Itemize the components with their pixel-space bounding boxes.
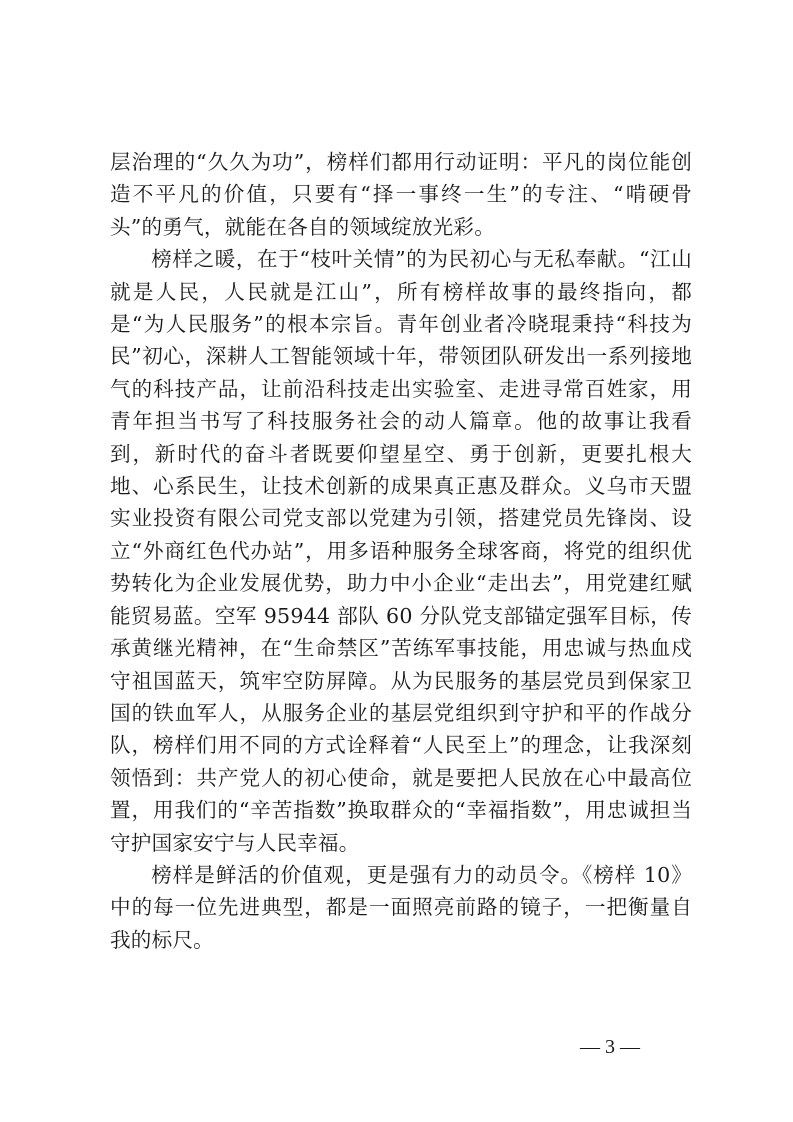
page-number: — 3 — [580,1036,640,1058]
paragraph-values: 榜样是鲜活的价值观，更是强有力的动员令。《榜样 10》中的每一位先进典型，都是一面照亮前路的镜子，一把衡量自我的标尺。 [110,862,692,952]
document-body [110,146,692,956]
paragraph-continuation: 层治理的“久久为功”，榜样们都用行动证明：平凡的岗位能创造不平凡的价值，只要有“择一事终一生”的专注、“啃硬骨头”的勇气，就能在各自的领域绽放光彩。 [110,150,692,239]
paragraph-people-first: 榜样之暖，在于“枝叶关情”的为民初心与无私奉献。“江山就是人民，人民就是江山”，所有榜样故事的最终指向，都是“为人民服务”的根本宗旨。青年创业者冷晓琨秉持“科技为民”初心，深耕人工智能领域十年，带领团队研发出一系列接地气的科技产品，让前沿科技走出实验室、走进寻常百姓家，用青年担当书写了科技服务社会的动人篇章。他的故事让我看到，新时代的奋斗者既要仰望星空、勇于创新，更要扎根大地、心系民生，让技术创新的成果真正惠及群众。义乌市天盟实业投资有限公司党支部以党建为引领，搭建党员先锋岗、设立“外商红色代办站”，用多语种服务全球客商，将党的组织优势转化为企业发展优势，助力中小企业“走出去”，用党建红赋能贸易蓝。空军 95944 部队 60 分队党支部锚定强军目标，传承黄继光精神，在“生命禁区”苦练军事技能，用忠诚与热血戍守祖国蓝天，筑牢空防屏障。从为民服务的基层党员到保家卫国的铁血军人，从服务企业的基层党组织到守护和平的作战分队，榜样们用不同的方式诠释着“人民至上”的理念，让我深刻领悟到：共产党人的初心使命，就是要把人民放在心中最高位置，用我们的“辛苦指数”换取群众的“幸福指数”，用忠诚担当守护国家安宁与人民幸福。 [110,247,692,855]
